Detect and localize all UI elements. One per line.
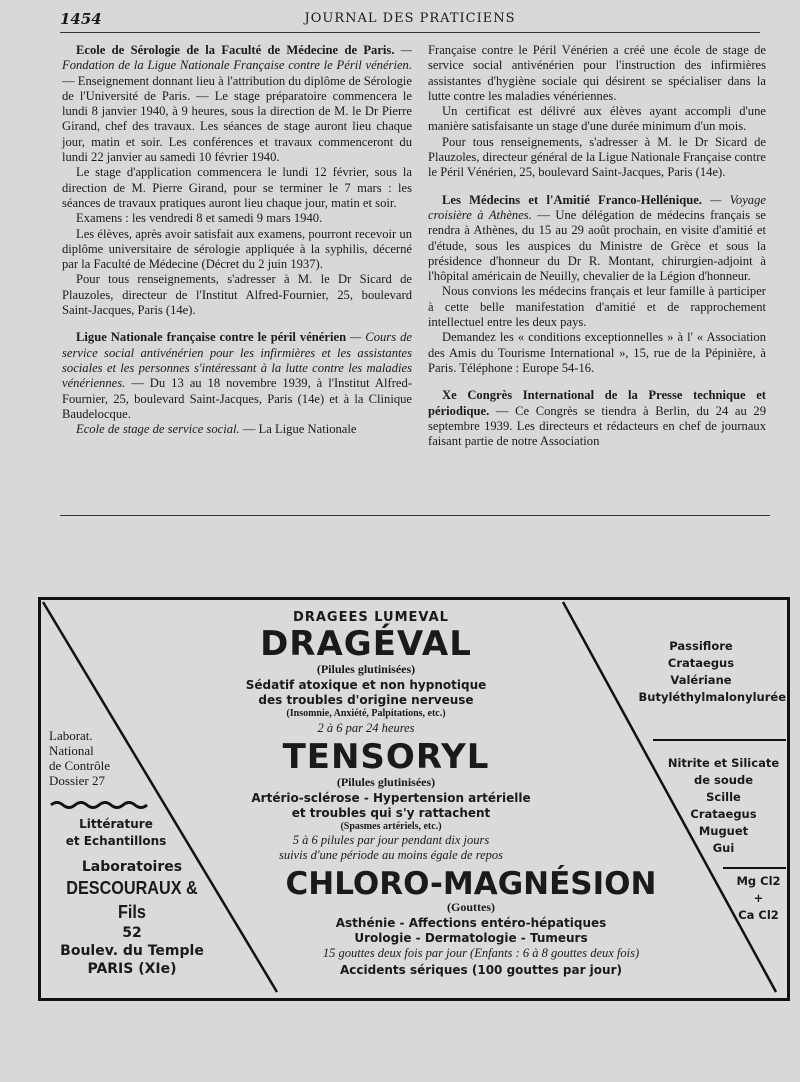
ecole-paragraph-3: Examens : les vendredi 8 et samedi 9 mars 1940. — [76, 211, 323, 226]
chloro-magnesion-name: CHLORO-MAGNÉSION — [285, 866, 657, 902]
tensoryl-line-2: et troubles qui s'y rattachent — [291, 806, 491, 820]
drageval-dosage: 2 à 6 par 24 heures — [317, 721, 415, 735]
ecole-paragraph-2: Le stage d'application commencera le lundi 12 février, sous la direction de M. Pierre Girand, pour se terminer le 7 mars : les séances de travaux pratiques auront lieu chaque jour, matin et soir. — [62, 165, 412, 210]
section-divider — [60, 515, 770, 516]
control-line-3: de Contrôle — [49, 758, 111, 773]
ingredient-scille: Scille — [706, 790, 741, 804]
ligue-cont-paragraph-1: Française contre le Péril Vénérien a créé une école de stage de service social antivénérien pour l'instruction des infirmières assistantes d'hygiène sociale qui désirent se spécialiser dans la lutte contre les maladies vénériennes. — [428, 43, 766, 103]
tensoryl-dosage-1: 5 à 6 pilules par jour pendant dix jours — [292, 833, 490, 847]
ligue-ecole-stage: Ecole de stage de service social. — [76, 422, 240, 437]
company-name: DESCOURAUX & Fils — [66, 878, 198, 922]
control-label — [49, 728, 139, 788]
brand-label: DRAGEES LUMEVAL — [293, 610, 449, 625]
tensoryl-line-3: (Spasmes artériels, etc.) — [340, 821, 442, 832]
laboratories-label: Laboratoires — [81, 859, 183, 875]
ingredient-crataegus-2: Crataegus — [690, 807, 757, 821]
ingredient-plus: + — [753, 891, 764, 905]
chloro-ingredients — [731, 873, 786, 924]
ecole-paragraph-1 — [62, 43, 412, 165]
medecins-paragraph-3: Demandez les « conditions exceptionnelles » à l' « Association des Amis du Tourisme International », 15, rue de la Pépinière, à Paris. Téléphone : Europe 54-16. — [428, 330, 766, 375]
ligue-subtitle: — Cours de service social antivénérien pour les infirmières et les assistantes sociales et les personnes s'intéressant à la lutte contre les maladies vénériennes. — [62, 330, 412, 391]
street-name: Boulev. du Temple — [60, 943, 204, 959]
advertisement-box — [38, 597, 790, 1001]
ligue-cont-paragraph-2: Un certificat est délivré aux élèves ayant accompli d'une manière satisfaisante un stage d'une durée minimum d'un mois. — [428, 104, 766, 134]
laboratory-address — [47, 858, 217, 978]
control-line-1: Laborat. — [49, 728, 93, 743]
ingredient-passiflore: Passiflore — [669, 639, 733, 653]
ligue-text-2: — La Ligue Nationale — [239, 422, 357, 437]
ecole-subtitle: — Fondation de la Ligue Nationale Française contre le Péril vénérien. — [62, 43, 412, 73]
ecole-paragraph-4: Les élèves, après avoir satisfait aux examens, pourront recevoir un diplôme universitaire de sérologie appliquée à la syphilis, décerné par la Faculté de Médecine (Décret du 2 juin 1937). — [62, 226, 412, 272]
ligue-paragraph-2 — [62, 422, 412, 437]
drageval-form: (Pilules glutinisées) — [316, 662, 416, 676]
congres-paragraph-1 — [428, 388, 766, 449]
street-number: 52 — [122, 925, 142, 941]
right-column — [428, 43, 766, 449]
ecole-text-1: — Enseignement donnant lieu à l'attribution du diplôme de Sérologie de l'Université de Paris. — Le stage préparatoire commencera le lundi 8 janvier 1940, à 9 heures, sous la direction de M. le Dr Pierre Girand, chef des travaux. Les séances de stage auront lieu chaque jour, matin et soir. Les conférences et travaux commenceront du lundi 22 janvier au samedi 10 février 1940. — [62, 73, 412, 165]
page-header — [60, 8, 760, 33]
literature-line-1: Littérature — [79, 817, 153, 831]
medecins-subtitle: — Voyage croisière à Athènes. — [428, 192, 766, 222]
chloro-dosage: 15 gouttes deux fois par jour (Enfants : 6 à 8 gouttes deux fois) — [322, 946, 640, 960]
ingredient-crataegus: Crataegus — [667, 656, 735, 670]
wave-ornament — [51, 803, 147, 808]
ingredient-cacl2: Ca Cl2 — [738, 908, 779, 922]
ligue-cont-paragraph-3: Pour tous renseignements, s'adresser à M. le Dr Sicard de Plauzoles, directeur général de la Ligue Nationale Française contre le Péril Vénérien, 25, boulevard Saint-Jacques, Paris (14e). — [428, 134, 766, 180]
medecins-paragraph-2: Nous convions les médecins français et leur famille à participer à cette belle manifestation d'amitié et de rapprochement intellectuel entre les deux pays. — [428, 284, 766, 330]
tensoryl-ingredients — [661, 755, 786, 857]
control-line-2: National — [49, 743, 94, 758]
chloro-line-4: Accidents sériques (100 gouttes par jour) — [340, 963, 622, 977]
chloro-line-2: Urologie - Dermatologie - Tumeurs — [354, 931, 588, 945]
ecole-title: Ecole de Sérologie de la Faculté de Médecine de Paris. — [76, 43, 395, 57]
medecins-text-1: — Une délégation de médecins français se rendra à Athènes, du 15 au 29 août prochain, en visite d'amitié et d'étude, sous les auspices du Ministre de Grèce et sous la présidence d'honneur du Dr R. Montant, chirurgien-adjoint à l'hôpital américain de Neuilly, chevalier de la Légion d'honneur. — [428, 207, 767, 284]
tensoryl-dosage-2: suivis d'une période au moins égale de repos — [278, 848, 504, 862]
literature-label — [51, 816, 181, 850]
city: PARIS (XIe) — [87, 961, 177, 977]
ingredient-nitrite: Nitrite et Silicate — [667, 756, 780, 770]
ingredient-muguet: Muguet — [698, 824, 749, 838]
ingredient-de-soude: de soude — [694, 773, 753, 787]
journal-title: JOURNAL DES PRATICIENS — [304, 11, 516, 26]
congres-text-1: — Ce Congrès se tiendra à Berlin, du 24 au 29 septembre 1939. Les directeurs et rédacteurs en chef de journaux faisant partie de notre Association — [428, 403, 766, 449]
drageval-name: DRAGÉVAL — [260, 624, 472, 664]
page-number: 1454 — [60, 10, 102, 28]
chloro-form: (Gouttes) — [447, 900, 495, 914]
ingredient-gui: Gui — [712, 841, 735, 855]
tensoryl-name: TENSORYL — [282, 737, 490, 777]
ecole-paragraph-5: Pour tous renseignements, s'adresser à M. le Dr Sicard de Plauzoles, directeur de l'Institut Alfred-Fournier, 25, boulevard Saint-Jacques, Paris (14e). — [62, 272, 412, 318]
medecins-title: Les Médecins et l'Amitié Franco-Hellénique. — [442, 192, 702, 207]
control-line-4: Dossier 27 — [49, 773, 105, 788]
drageval-ingredients — [616, 638, 786, 706]
drageval-line-2: des troubles d'origine nerveuse — [258, 693, 474, 707]
drageval-line-1: Sédatif atoxique et non hypnotique — [245, 678, 487, 692]
left-column — [62, 43, 412, 437]
tensoryl-form: (Pilules glutinisées) — [336, 775, 436, 789]
ingredient-valeriane: Valériane — [670, 673, 732, 687]
chloro-line-1: Asthénie - Affections entéro-hépatiques — [335, 916, 607, 930]
tensoryl-line-1: Artério-sclérose - Hypertension artérielle — [251, 791, 531, 805]
ingredient-butylethylmalonyluree: Butyléthylmalonylurée — [638, 690, 786, 704]
ligue-text-1: — Du 13 au 18 novembre 1939, à l'Institut Alfred-Fournier, 25, boulevard Saint-Jacques, Paris (14e) et à la Clinique Baudelocque. — [62, 376, 412, 421]
medecins-paragraph-1 — [428, 193, 766, 285]
drageval-line-3: (Insomnie, Anxiété, Palpitations, etc.) — [286, 708, 446, 719]
congres-title: Xe Congrès International de la Presse technique et périodique. — [428, 388, 766, 418]
literature-line-2: et Echantillons — [65, 834, 167, 848]
ingredient-mgcl2: Mg Cl2 — [736, 874, 781, 888]
ligue-title: Ligue Nationale française contre le péril vénérien — [76, 330, 347, 345]
ligue-paragraph-1 — [62, 330, 412, 422]
